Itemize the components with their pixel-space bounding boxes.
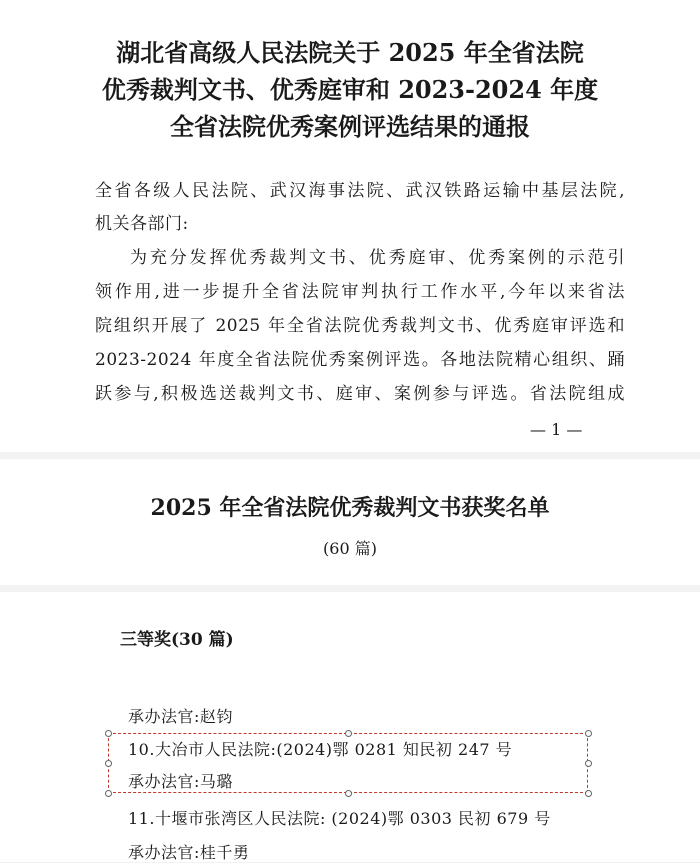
addressee-line-2: 机关各部门:: [95, 214, 189, 234]
resize-handle-right[interactable]: [585, 760, 592, 767]
judge-entry: 承办法官:马璐: [128, 772, 233, 791]
paragraph-line-2: 领作用,进一步提升全省法院审判执行工作水平,今年以来省法: [95, 282, 625, 302]
judge-entry: 承办法官:桂千勇: [128, 843, 250, 862]
case-entry-11: 11.十堰市张湾区人民法院: (2024)鄂 0303 民初 679 号: [128, 809, 551, 828]
third-prize-heading: 三等奖(30 篇): [120, 630, 234, 650]
resize-handle-bottom-right[interactable]: [585, 790, 592, 797]
paragraph-line-4: 2023-2024 年度全省法院优秀案例评选。各地法院精心组织、踊: [95, 350, 625, 370]
resize-handle-bottom[interactable]: [345, 790, 352, 797]
paragraph-line-3: 院组织开展了 2025 年全省法院优秀裁判文书、优秀庭审评选和: [95, 316, 625, 336]
notice-title-line-1: 湖北省高级人民法院关于 2025 年全省法院: [116, 38, 584, 67]
case-entry-10: 10.大冶市人民法院:(2024)鄂 0281 知民初 247 号: [128, 740, 513, 759]
notice-title-line-2: 优秀裁判文书、优秀庭审和 2023-2024 年度: [101, 75, 599, 104]
notice-title-line-3: 全省法院优秀案例评选结果的通报: [170, 112, 530, 141]
paragraph-line-1: 为充分发挥优秀裁判文书、优秀庭审、优秀案例的示范引: [130, 248, 625, 268]
addressee-line-1: 全省各级人民法院、武汉海事法院、武汉铁路运输中基层法院,: [95, 181, 625, 201]
award-list-title: 2025 年全省法院优秀裁判文书获奖名单: [150, 495, 550, 521]
resize-handle-top-right[interactable]: [585, 730, 592, 737]
judge-entry: 承办法官:赵钧: [128, 707, 233, 726]
page-number: — 1 —: [530, 420, 583, 439]
selection-box[interactable]: [108, 733, 588, 793]
resize-handle-top-left[interactable]: [105, 730, 112, 737]
paragraph-line-5: 跃参与,积极选送裁判文书、庭审、案例参与评选。省法院组成: [95, 384, 625, 404]
resize-handle-top[interactable]: [345, 730, 352, 737]
award-count: (60 篇): [323, 539, 377, 558]
resize-handle-bottom-left[interactable]: [105, 790, 112, 797]
resize-handle-left[interactable]: [105, 760, 112, 767]
